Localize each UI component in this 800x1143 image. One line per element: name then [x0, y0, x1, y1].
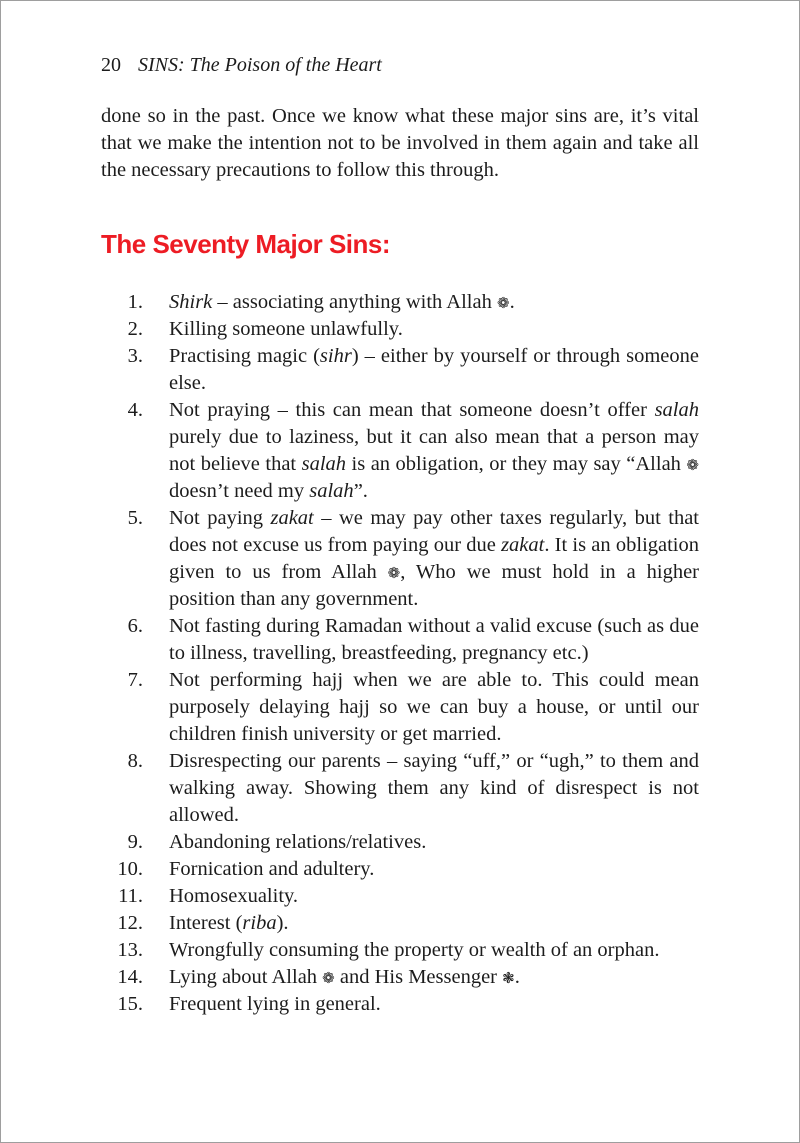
list-item-number: 12. — [117, 912, 143, 934]
list-item-number: 11. — [118, 885, 143, 907]
list-item — [101, 883, 699, 910]
text-segment: , Who we must hold in a higher position than any government. — [169, 561, 699, 610]
list-item-text — [169, 397, 699, 505]
list-item-text — [169, 289, 699, 316]
text-segment: Disrespecting our parents – saying “uff,” or “ugh,” to them and walking away. Showing them any kind of disrespect is not allowed. — [169, 750, 699, 826]
allah-honorific-icon: ❁ — [686, 456, 699, 474]
text-segment: ). — [276, 912, 289, 934]
list-item-number: 10. — [117, 858, 143, 880]
list-item-text — [169, 316, 699, 343]
list-item-number: 1. — [127, 291, 143, 313]
text-segment: Fornication and adultery. — [169, 858, 375, 880]
text-segment: Killing someone unlawfully. — [169, 318, 403, 340]
list-item — [101, 829, 699, 856]
list-item-number: 15. — [117, 993, 143, 1015]
text-segment: zakat — [501, 534, 545, 556]
text-segment: sihr — [319, 345, 352, 367]
text-segment: ”. — [353, 480, 368, 502]
text-segment: Shirk — [169, 291, 213, 313]
list-item-number: 9. — [127, 831, 143, 853]
page-content — [1, 1, 799, 1018]
list-item — [101, 937, 699, 964]
list-item — [101, 397, 699, 505]
major-sins-list — [101, 289, 699, 1018]
page-number: 20 — [101, 54, 121, 76]
text-segment: Practising magic ( — [169, 345, 320, 367]
text-segment: zakat — [270, 507, 314, 529]
list-item-text — [169, 613, 699, 667]
intro-paragraph: done so in the past. Once we know what these major sins are, it’s vital that we make the intention not to be involved in them again and take all the necessary precautions to follow this through. — [101, 105, 699, 181]
running-header — [101, 53, 699, 77]
text-segment: Frequent lying in general. — [169, 993, 381, 1015]
list-item — [101, 910, 699, 937]
text-segment: – we may pay other taxes regularly, but that does not excuse us from paying our due — [169, 507, 699, 556]
messenger-honorific-icon: ❃ — [502, 969, 515, 987]
list-item-text — [169, 964, 699, 991]
text-segment: Wrongfully consuming the property or wealth of an orphan. — [169, 939, 660, 961]
text-segment: Interest ( — [169, 912, 243, 934]
list-item — [101, 748, 699, 829]
running-title: SINS: The Poison of the Heart — [138, 54, 382, 76]
allah-honorific-icon: ❁ — [387, 564, 401, 582]
list-item — [101, 289, 699, 316]
list-item-number: 13. — [117, 939, 143, 961]
list-item-number: 4. — [127, 399, 143, 421]
list-item-text — [169, 343, 699, 397]
text-segment: . — [514, 966, 520, 988]
list-item — [101, 856, 699, 883]
text-segment: salah — [301, 453, 347, 475]
list-item — [101, 613, 699, 667]
list-item-text — [169, 937, 699, 964]
list-item-number: 3. — [127, 345, 143, 367]
text-segment: Not praying – this can mean that someone doesn’t offer — [169, 399, 655, 421]
list-item-text — [169, 829, 699, 856]
text-segment: riba — [242, 912, 277, 934]
section-heading: The Seventy Major Sins: — [101, 229, 391, 259]
text-segment: . It is an obligation given to us from Allah — [169, 534, 699, 583]
list-item-text — [169, 748, 699, 829]
list-item — [101, 505, 699, 613]
text-segment: Lying about Allah — [169, 966, 323, 988]
list-item-text — [169, 910, 699, 937]
text-segment: salah — [309, 480, 354, 502]
list-item-text — [169, 856, 699, 883]
text-segment: Not fasting during Ramadan without a valid excuse (such as due to illness, travelling, breastfeeding, pregnancy etc.) — [169, 615, 699, 664]
list-item — [101, 964, 699, 991]
list-item-text — [169, 505, 699, 613]
list-item-text — [169, 667, 699, 748]
text-segment: Homosexuality. — [169, 885, 299, 907]
list-item — [101, 343, 699, 397]
allah-honorific-icon: ❁ — [496, 294, 510, 312]
text-segment: is an obligation, or they may say “Allah — [346, 453, 687, 475]
list-item-text — [169, 883, 699, 910]
list-item-number: 2. — [127, 318, 143, 340]
text-segment: Not performing hajj when we are able to. This could mean purposely delaying hajj so we can buy a house, or until our children finish university or get married. — [169, 669, 699, 745]
text-segment: ) – either by yourself or through someone else. — [169, 345, 700, 394]
text-segment: – associating anything with Allah — [212, 291, 497, 313]
text-segment: salah — [654, 399, 699, 421]
list-item-text — [169, 991, 699, 1018]
list-item — [101, 991, 699, 1018]
allah-honorific-icon: ❁ — [322, 969, 335, 987]
text-segment: Not paying — [169, 507, 271, 529]
list-item-number: 7. — [127, 669, 143, 691]
list-item-number: 5. — [127, 507, 143, 529]
list-item-number: 14. — [117, 966, 143, 988]
text-segment: purely due to laziness, but it can also mean that a person may not believe that — [169, 426, 699, 475]
text-segment: . — [509, 291, 515, 313]
list-item — [101, 316, 699, 343]
text-segment: Abandoning relations/relatives. — [169, 831, 427, 853]
text-segment: doesn’t need my — [169, 480, 310, 502]
list-item-number: 8. — [127, 750, 143, 772]
text-segment: and His Messenger — [334, 966, 503, 988]
list-item-number: 6. — [127, 615, 143, 637]
list-item — [101, 667, 699, 748]
